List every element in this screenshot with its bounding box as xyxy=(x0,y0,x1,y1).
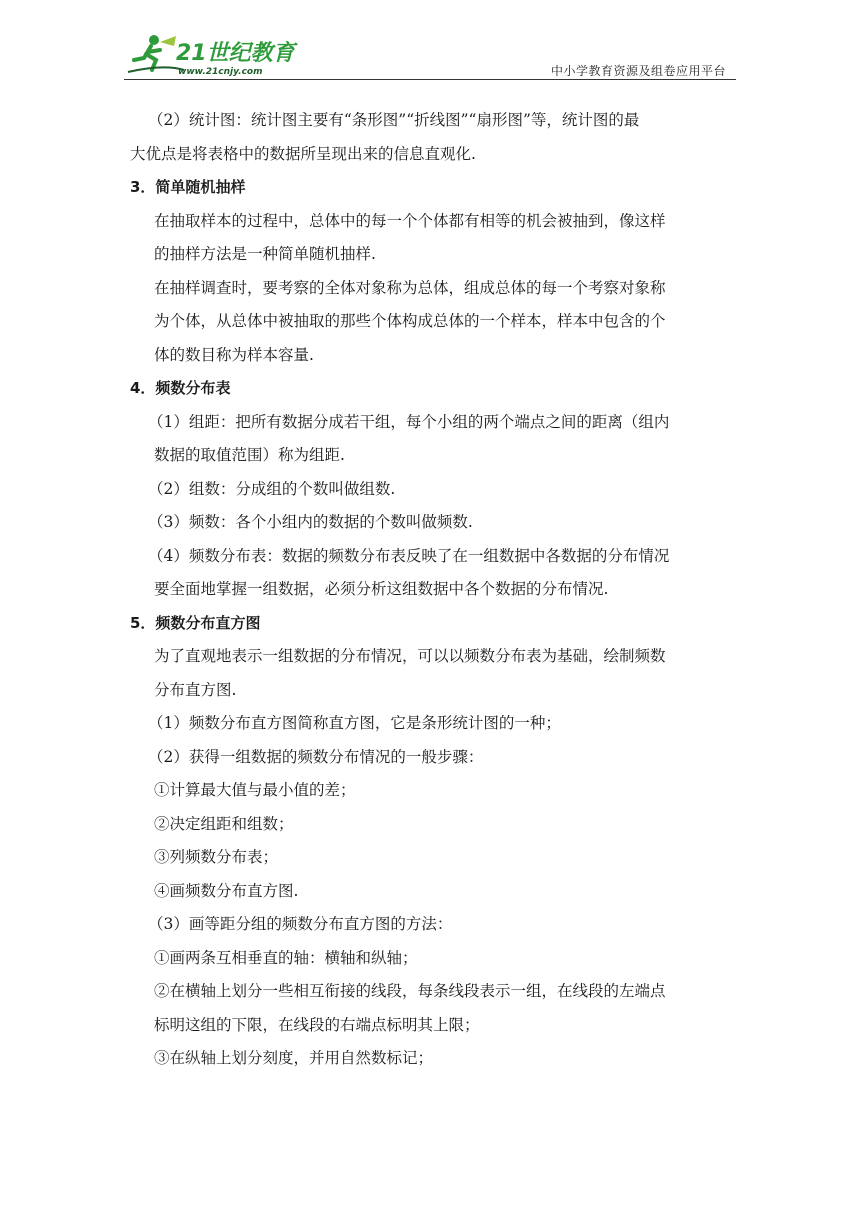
page-header xyxy=(124,30,736,80)
text-line: （3）画等距分组的频数分布直方图的方法： xyxy=(148,915,453,933)
text-line: 在抽样调查时，要考察的全体对象称为总体，组成总体的每一个考察对象称 xyxy=(154,278,666,297)
text-line: （2）统计图：统计图主要有“条形图”“折线图”“扇形图”等，统计图的最 xyxy=(148,111,640,129)
text-line: ③列频数分布表； xyxy=(154,848,279,866)
text-line: ④画频数分布直方图. xyxy=(154,881,299,900)
text-line: ③在纵轴上划分刻度，并用自然数标记； xyxy=(154,1049,434,1067)
section-heading: 5．频数分布直方图 xyxy=(130,613,261,632)
text-line: 标明这组的下限，在线段的右端点标明其上限； xyxy=(154,1015,480,1034)
text-line: （3）频数：各个小组内的数据的个数叫做频数. xyxy=(148,513,473,531)
text-line: 为个体，从总体中被抽取的那些个体构成总体的一个样本，样本中包含的个 xyxy=(154,312,666,330)
document-body xyxy=(130,104,734,1076)
section-heading: 3．简单随机抽样 xyxy=(130,178,246,196)
section-heading: 4．频数分布表 xyxy=(130,379,231,397)
logo-url-text: www.21cnjy.com xyxy=(178,67,263,77)
logo-21cnjy xyxy=(124,30,299,80)
text-line: （1）频数分布直方图简称直方图，它是条形统计图的一种； xyxy=(148,714,561,732)
text-line: 为了直观地表示一组数据的分布情况，可以以频数分布表为基础，绘制频数 xyxy=(154,647,666,665)
text-line: 体的数目称为样本容量. xyxy=(154,345,314,364)
text-line: ②在横轴上划分一些相互衔接的线段，每条线段表示一组，在线段的左端点 xyxy=(154,982,666,1000)
text-line: 的抽样方法是一种简单随机抽样. xyxy=(154,245,376,263)
text-line: ①画两条互相垂直的轴：横轴和纵轴； xyxy=(154,948,418,967)
text-line: ①计算最大值与最小值的差； xyxy=(154,781,356,799)
text-line: 大优点是将表格中的数据所呈现出来的信息直观化. xyxy=(130,144,476,163)
text-line: （2）获得一组数据的频数分布情况的一般步骤： xyxy=(148,747,484,766)
logo-text: 21世纪教育 xyxy=(176,41,295,66)
text-line: 数据的取值范围）称为组距. xyxy=(154,446,345,464)
text-line: （4）频数分布表：数据的频数分布表反映了在一组数据中各数据的分布情况 xyxy=(148,546,670,565)
text-line: （2）组数：分成组的个数叫做组数. xyxy=(148,479,396,498)
text-line: 要全面地掌握一组数据，必须分析这组数据中各个数据的分布情况. xyxy=(154,580,609,598)
text-line: 在抽取样本的过程中，总体中的每一个个体都有相等的机会被抽到，像这样 xyxy=(154,211,666,230)
platform-name: 中小学教育资源及组卷应用平台 xyxy=(550,64,726,78)
text-line: 分布直方图. xyxy=(154,680,237,699)
header-divider xyxy=(124,79,736,80)
text-line: ②决定组距和组数； xyxy=(154,814,294,833)
text-line: （1）组距：把所有数据分成若干组，每个小组的两个端点之间的距离（组内 xyxy=(148,412,670,431)
